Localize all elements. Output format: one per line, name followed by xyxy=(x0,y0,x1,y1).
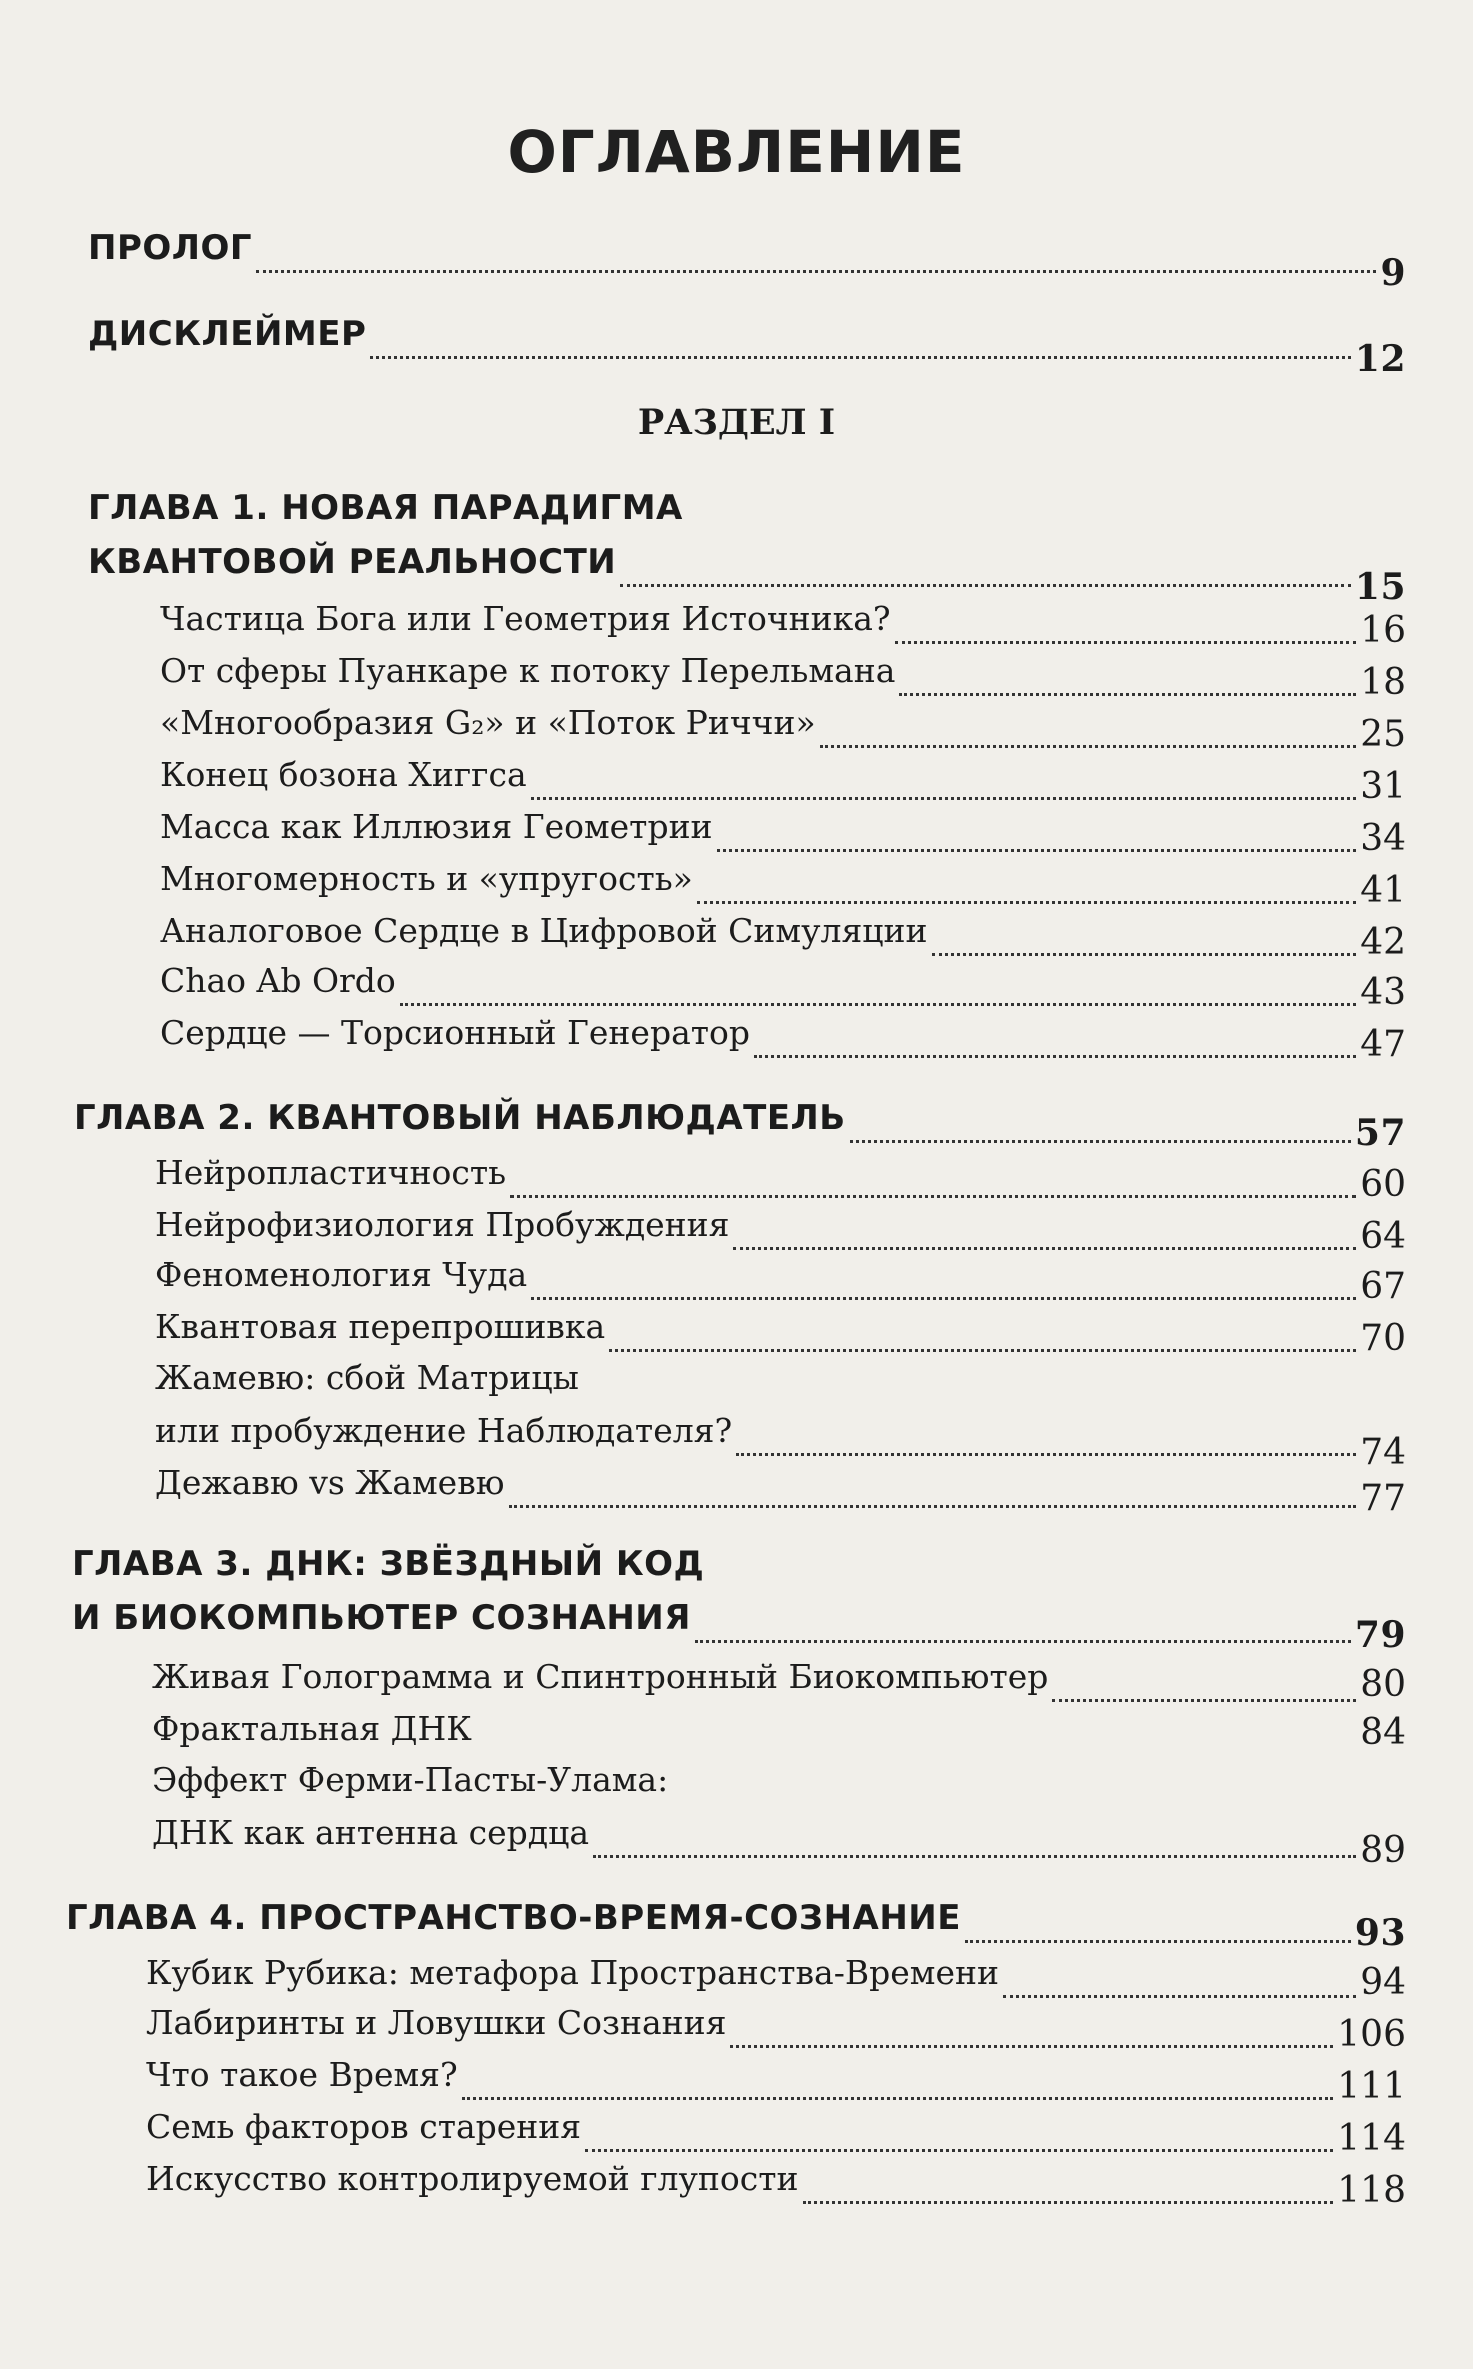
chapter-2-title: ГЛАВА 2. КВАНТОВЫЙ НАБЛЮДАТЕЛЬ xyxy=(74,1098,846,1138)
dot-leader xyxy=(585,2149,1333,2152)
toc-item-label: Масса как Иллюзия Геометрии xyxy=(160,807,713,846)
toc-page-number: 84 xyxy=(1360,1712,1406,1753)
dot-leader xyxy=(820,745,1357,748)
toc-entry-label: ДИСКЛЕЙМЕР xyxy=(88,314,367,354)
toc-item[interactable] xyxy=(160,754,1406,807)
toc-item-line1[interactable]: Эффект Ферми-Пасты-Улама: xyxy=(152,1760,669,1799)
toc-page-number: 77 xyxy=(1360,1478,1406,1519)
toc-item[interactable] xyxy=(160,598,1406,651)
toc-item-label: Многомерность и «упругость» xyxy=(160,859,693,898)
chapter-3-title-line1[interactable]: ГЛАВА 3. ДНК: ЗВЁЗДНЫЙ КОД xyxy=(72,1544,705,1584)
chapter-1-title-line1[interactable]: ГЛАВА 1. НОВАЯ ПАРАДИГМА xyxy=(88,488,683,528)
toc-item-label: Фрактальная ДНК xyxy=(152,1709,472,1748)
chapter-3-entry[interactable] xyxy=(72,1596,1406,1656)
toc-item[interactable] xyxy=(152,1656,1406,1705)
dot-leader xyxy=(736,1453,1356,1456)
dot-leader xyxy=(531,797,1357,800)
toc-item-label: Семь факторов старения xyxy=(146,2107,582,2146)
toc-page-number: 31 xyxy=(1360,766,1406,807)
toc-item[interactable] xyxy=(146,2158,1406,2211)
toc-item-label: «Многообразия G₂» и «Поток Риччи» xyxy=(160,703,816,742)
toc-item[interactable] xyxy=(155,1254,1406,1307)
dot-leader xyxy=(754,1055,1356,1058)
toc-item[interactable] xyxy=(152,1812,1406,1871)
toc-page-number: 57 xyxy=(1354,1112,1406,1154)
toc-page-number: 106 xyxy=(1337,2014,1406,2055)
toc-item[interactable] xyxy=(155,1204,1406,1257)
chapter-4-entry[interactable] xyxy=(66,1896,1406,1954)
toc-item[interactable] xyxy=(155,1462,1406,1519)
toc-page-number: 111 xyxy=(1337,2066,1406,2107)
toc-item-label: Нейрофизиология Пробуждения xyxy=(155,1205,730,1244)
toc-page-number: 79 xyxy=(1354,1614,1406,1656)
toc-item[interactable] xyxy=(160,858,1406,911)
toc-item-label: Что такое Время? xyxy=(146,2055,458,2094)
chapter-3-title-line2: И БИОКОМПЬЮТЕР СОЗНАНИЯ xyxy=(72,1598,691,1638)
dot-leader xyxy=(593,1855,1356,1858)
toc-item[interactable] xyxy=(160,1012,1406,1065)
toc-item-label: Живая Голограмма и Спинтронный Биокомпьютер xyxy=(152,1657,1049,1696)
toc-page-number: 80 xyxy=(1360,1664,1406,1705)
toc-item-label: Chao Ab Ordo xyxy=(160,961,396,1000)
toc-item-label: Аналоговое Сердце в Цифровой Симуляции xyxy=(160,911,928,950)
toc-item[interactable] xyxy=(146,2054,1406,2107)
dot-leader xyxy=(733,1247,1356,1250)
dot-leader xyxy=(803,2201,1334,2204)
toc-entry-disclaimer[interactable] xyxy=(88,312,1406,380)
toc-page-number: 67 xyxy=(1360,1266,1406,1307)
toc-page-number: 9 xyxy=(1380,252,1406,294)
toc-entry-prologue[interactable] xyxy=(88,226,1406,294)
toc-item-label: Квантовая перепрошивка xyxy=(155,1307,606,1346)
toc-item-label: Кубик Рубика: метафора Пространства-Времени xyxy=(146,1953,999,1992)
toc-page-number: 47 xyxy=(1360,1024,1406,1065)
toc-page-number: 12 xyxy=(1354,338,1406,380)
dot-leader xyxy=(256,270,1376,273)
dot-leader xyxy=(531,1297,1356,1300)
chapter-2-entry[interactable] xyxy=(74,1096,1406,1154)
toc-item[interactable] xyxy=(146,2002,1406,2055)
toc-item-label: Искусство контролируемой глупости xyxy=(146,2159,799,2198)
toc-page-number: 94 xyxy=(1360,1962,1406,2003)
dot-leader xyxy=(932,953,1357,956)
dot-leader xyxy=(620,584,1351,587)
toc-page-number: 74 xyxy=(1360,1432,1406,1473)
dot-leader xyxy=(899,693,1356,696)
dot-leader xyxy=(509,1505,1357,1508)
toc-page-number: 16 xyxy=(1360,610,1406,651)
toc-item[interactable] xyxy=(155,1306,1406,1359)
toc-item-label: или пробуждение Наблюдателя? xyxy=(155,1411,733,1450)
dot-leader xyxy=(462,2097,1334,2100)
toc-page-number: 15 xyxy=(1354,566,1406,608)
toc-item[interactable] xyxy=(155,1152,1406,1205)
toc-item-label: Дежавю vs Жамевю xyxy=(155,1463,505,1502)
dot-leader xyxy=(609,1349,1356,1352)
dot-leader xyxy=(965,1940,1351,1943)
toc-item[interactable] xyxy=(160,960,1406,1013)
toc-item-label: От сферы Пуанкаре к потоку Перельмана xyxy=(160,651,896,690)
toc-item-label: Лабиринты и Ловушки Сознания xyxy=(146,2003,727,2042)
toc-item-label: Феноменология Чуда xyxy=(155,1255,528,1294)
toc-item-line1[interactable]: Жамевю: сбой Матрицы xyxy=(155,1358,579,1397)
toc-item[interactable] xyxy=(160,702,1406,755)
chapter-1-title-line2: КВАНТОВОЙ РЕАЛЬНОСТИ xyxy=(88,542,617,582)
dot-leader xyxy=(695,1640,1351,1643)
toc-page-number: 25 xyxy=(1360,714,1406,755)
page-title: ОГЛАВЛЕНИЕ xyxy=(507,118,966,186)
toc-page-number: 42 xyxy=(1360,922,1406,963)
toc-item-label: Конец бозона Хиггса xyxy=(160,755,527,794)
toc-page-number: 60 xyxy=(1360,1164,1406,1205)
toc-page-number: 64 xyxy=(1360,1216,1406,1257)
chapter-1-entry[interactable] xyxy=(88,540,1406,608)
toc-entry-label: ПРОЛОГ xyxy=(88,228,253,268)
toc-item[interactable] xyxy=(155,1410,1406,1473)
toc-item-label: Сердце — Торсионный Генератор xyxy=(160,1013,750,1052)
toc-page-number: 43 xyxy=(1360,972,1406,1013)
dot-leader xyxy=(697,901,1356,904)
dot-leader xyxy=(730,2045,1333,2048)
toc-page-number: 118 xyxy=(1337,2170,1406,2211)
dot-leader xyxy=(510,1195,1356,1198)
toc-page-number: 41 xyxy=(1360,870,1406,911)
toc-item[interactable] xyxy=(160,650,1406,703)
toc-item-label: Частица Бога или Геометрия Источника? xyxy=(160,599,891,638)
dot-leader xyxy=(717,849,1357,852)
dot-leader xyxy=(850,1140,1351,1143)
dot-leader xyxy=(1052,1699,1356,1702)
chapter-4-title: ГЛАВА 4. ПРОСТРАНСТВО-ВРЕМЯ-СОЗНАНИЕ xyxy=(66,1898,961,1938)
toc-page-number: 89 xyxy=(1360,1830,1406,1871)
toc-item-label: Нейропластичность xyxy=(155,1153,507,1192)
toc-page-number: 114 xyxy=(1337,2118,1406,2159)
toc-item[interactable] xyxy=(152,1708,1406,1754)
toc-item[interactable] xyxy=(146,1952,1406,2003)
toc-item[interactable] xyxy=(160,806,1406,859)
dot-leader xyxy=(370,356,1351,359)
toc-page-number: 93 xyxy=(1354,1912,1406,1954)
dot-leader xyxy=(1003,1995,1356,1998)
toc-item[interactable] xyxy=(160,910,1406,963)
toc-page-number: 18 xyxy=(1360,662,1406,703)
toc-page-number: 70 xyxy=(1360,1318,1406,1359)
toc-item-label: ДНК как антенна сердца xyxy=(152,1813,590,1852)
section-heading: РАЗДЕЛ I xyxy=(637,402,836,443)
dot-leader xyxy=(400,1003,1356,1006)
toc-page-number: 34 xyxy=(1360,818,1406,859)
toc-item[interactable] xyxy=(146,2106,1406,2159)
dot-leader xyxy=(895,641,1357,644)
